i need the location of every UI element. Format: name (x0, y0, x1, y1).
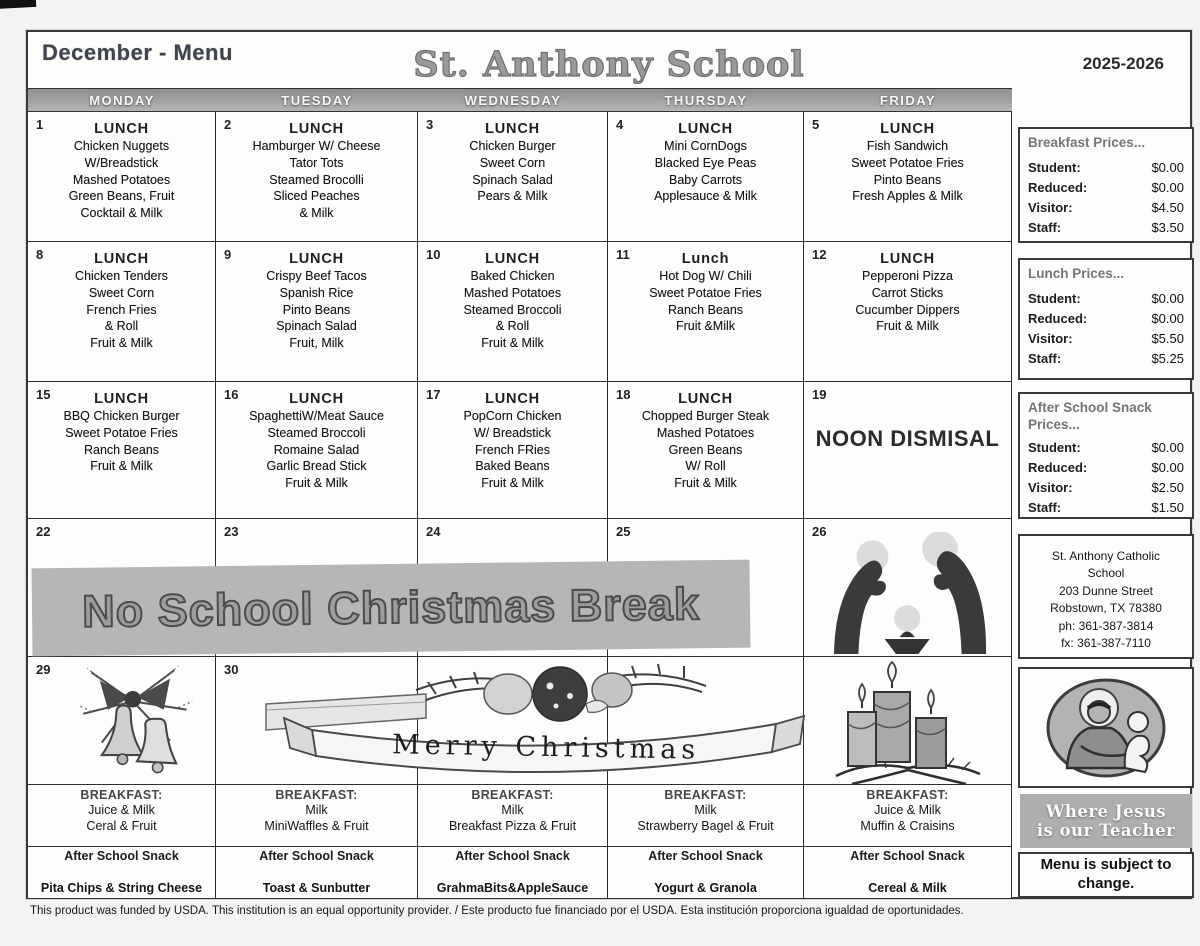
noon-dismissal-text: NOON DISMISAL (815, 426, 1000, 451)
lunch-title: LUNCH (94, 121, 149, 137)
price-row (1028, 498, 1184, 518)
menu-item-line: Steamed Brocolli (269, 172, 364, 187)
address-line: Robstown, TX 78380 (1050, 601, 1162, 616)
snack-item: Yogurt & Granola (654, 881, 757, 895)
menu-item-line: W/Breadstick (84, 155, 159, 170)
breakfast-item-line: Breakfast Pizza & Fruit (448, 819, 577, 834)
menu-item-line: Fruit, Milk (289, 336, 344, 350)
merry-christmas-banner-image (256, 660, 816, 784)
merry-christmas-text: Merry Christmas (391, 729, 701, 766)
menu-item-line: Baked Beans (475, 459, 550, 474)
menu-item-line: Fresh Apples & Milk (852, 189, 963, 204)
menu-item-line: Chicken Nuggets (73, 139, 170, 153)
day-number: 11 (616, 247, 630, 262)
menu-item-line: Sweet Potatoe Fries (851, 155, 964, 170)
price-value: $1.50 (1151, 500, 1184, 516)
lunch-title: LUNCH (289, 391, 344, 407)
price-value: $0.00 (1151, 291, 1184, 306)
school-address-box (1018, 534, 1194, 659)
snack-label: After School Snack (64, 849, 179, 863)
day-number: 9 (224, 247, 232, 262)
snack-label: After School Snack (455, 849, 570, 863)
snack-prices-box (1018, 392, 1194, 519)
breakfast-item-line: Muffin & Craisins (860, 819, 955, 834)
breakfast-cell-tuesday (216, 785, 418, 847)
menu-item-line: Fruit &Milk (675, 319, 736, 334)
price-row (1028, 458, 1184, 478)
advent-candles-image (828, 660, 988, 786)
day-cell-19 (804, 382, 1012, 519)
weekday-thursday: THURSDAY (664, 92, 748, 108)
weekday-tuesday: TUESDAY (281, 92, 353, 108)
day-number: 16 (224, 387, 239, 402)
menu-items (28, 268, 215, 352)
breakfast-item-line: Juice & Milk (874, 803, 941, 817)
breakfast-label: BREAKFAST: (275, 788, 358, 802)
breakfast-label: BREAKFAST: (866, 788, 949, 802)
menu-item-line: BBQ Chicken Burger (63, 409, 180, 423)
snack-cell-thursday (608, 847, 804, 899)
menu-item-line: Chopped Burger Steak (641, 409, 770, 423)
breakfast-item-line: Milk (305, 803, 328, 817)
menu-item-line: Crispy Beef Tacos (266, 269, 367, 283)
day-cell-15 (28, 382, 216, 519)
menu-item-line: Spinach Salad (276, 319, 357, 334)
breakfast-cell-monday (28, 785, 216, 847)
day-number: 4 (616, 117, 624, 132)
nativity-silhouette-image (820, 532, 1000, 654)
lunch-title: LUNCH (485, 121, 540, 137)
day-cell-1 (28, 112, 216, 242)
menu-item-line: Sweet Potatoe Fries (65, 425, 178, 440)
price-label: Student: (1028, 291, 1081, 306)
day-number: 24 (426, 524, 441, 539)
menu-item-line: Chicken Burger (469, 139, 556, 153)
menu-item-line: & Roll (104, 319, 139, 334)
lunch-title: LUNCH (880, 121, 935, 137)
snack-label: After School Snack (259, 849, 374, 863)
menu-item-line: & Milk (299, 206, 334, 220)
price-value: $0.00 (1151, 439, 1184, 455)
menu-item-line: Chicken Tenders (75, 269, 168, 283)
menu-items (418, 408, 607, 492)
menu-item-line: Garlic Bread Stick (266, 459, 367, 474)
menu-item-line: French Fries (86, 302, 157, 317)
day-number: 3 (426, 117, 434, 132)
price-label: Student: (1028, 160, 1081, 175)
price-row (1028, 478, 1184, 498)
lunch-title: LUNCH (94, 251, 149, 267)
lunch-title: LUNCH (880, 251, 935, 267)
menu-item-line: Ranch Beans (83, 442, 160, 457)
day-number: 19 (812, 387, 827, 402)
price-value: $5.25 (1151, 351, 1184, 367)
breakfast-prices-box (1018, 127, 1194, 243)
menu-note-text: Menu is subject to change. (1040, 856, 1172, 892)
menu-items (28, 138, 215, 222)
menu-item-line: Pepperoni Pizza (861, 269, 954, 283)
price-value: $0.00 (1151, 459, 1184, 475)
snack-cell-monday (28, 847, 216, 899)
menu-document (26, 30, 1192, 899)
snack-item: Cereal & Milk (868, 881, 947, 895)
breakfast-cell-thursday (608, 785, 804, 847)
motto-line-1: Where Jesus (1045, 802, 1167, 821)
menu-item-line: Baby Carrots (669, 172, 742, 187)
menu-item-line: Mashed Potatoes (463, 285, 562, 300)
breakfast-items (418, 802, 607, 835)
menu-item-line: Tator Tots (289, 155, 344, 170)
menu-item-line: Sliced Peaches (273, 189, 360, 204)
day-cell-17 (418, 382, 608, 519)
menu-item-line: Fruit & Milk (481, 336, 544, 350)
day-number: 1 (36, 117, 44, 132)
breakfast-item-line: Milk (694, 803, 717, 817)
breakfast-cell-friday (804, 785, 1012, 847)
day-cell-2 (216, 112, 418, 242)
scan-corner-artifact (0, 0, 36, 9)
lunch-prices-title: Lunch Prices... (1028, 266, 1125, 281)
day-cell-12 (804, 242, 1012, 382)
weekday-friday: FRIDAY (879, 92, 937, 108)
day-number: 22 (36, 524, 51, 539)
menu-item-line: Hot Dog W/ Chili (659, 269, 752, 283)
menu-item-line: Blacked Eye Peas (654, 155, 757, 170)
menu-item-line: Pinto Beans (873, 172, 942, 187)
no-school-banner-text: No School Christmas Break (81, 578, 701, 637)
menu-note-box (1018, 852, 1194, 898)
price-row (1028, 289, 1184, 309)
breakfast-item-line: Ceral & Fruit (86, 819, 157, 834)
address-line: ph: 361-387-3814 (1058, 618, 1154, 633)
menu-item-line: Fruit & Milk (876, 319, 939, 334)
menu-item-line: Pinto Beans (282, 302, 351, 317)
snack-label: After School Snack (648, 849, 763, 863)
menu-items (216, 268, 417, 352)
menu-item-line: Green Beans, Fruit (68, 189, 175, 204)
snack-item: Toast & Sunbutter (262, 881, 371, 895)
price-value: $0.00 (1151, 311, 1184, 327)
breakfast-items (28, 802, 215, 835)
menu-item-line: Applesauce & Milk (654, 189, 757, 204)
price-label: Student: (1028, 439, 1081, 455)
menu-item-line: Baked Chicken (470, 269, 555, 283)
day-number: 8 (36, 247, 44, 262)
price-label: Staff: (1028, 220, 1062, 236)
menu-items (804, 268, 1011, 335)
menu-item-line: Sweet Corn (479, 155, 546, 170)
menu-item-line: Ranch Beans (667, 302, 744, 317)
price-label: Reduced: (1028, 311, 1088, 327)
breakfast-label: BREAKFAST: (80, 788, 163, 802)
menu-items (804, 138, 1011, 205)
menu-item-line: Spanish Rice (279, 285, 354, 300)
lunch-title: LUNCH (678, 391, 733, 407)
snack-prices-title: After School Snack Prices... (1028, 400, 1152, 432)
price-label: Visitor: (1028, 331, 1073, 347)
breakfast-item-line: Strawberry Bagel & Fruit (637, 819, 774, 834)
day-number: 26 (812, 524, 827, 539)
menu-item-line: Steamed Broccoli (463, 302, 562, 317)
menu-items (216, 408, 417, 492)
snack-cell-friday (804, 847, 1012, 899)
price-value: $0.00 (1151, 160, 1184, 175)
price-row (1028, 309, 1184, 329)
day-number: 30 (224, 662, 239, 677)
menu-items (418, 138, 607, 205)
breakfast-item-line: Juice & Milk (88, 803, 155, 817)
price-row (1028, 329, 1184, 349)
price-row (1028, 349, 1184, 369)
menu-items (28, 408, 215, 475)
snack-label: After School Snack (850, 849, 965, 863)
day-number: 18 (616, 387, 631, 402)
breakfast-item-line: MiniWaffles & Fruit (264, 819, 369, 834)
price-label: Visitor: (1028, 200, 1073, 216)
price-value: $3.50 (1151, 220, 1184, 236)
price-label: Visitor: (1028, 480, 1073, 496)
day-cell-5 (804, 112, 1012, 242)
menu-item-line: Romaine Salad (273, 442, 360, 457)
menu-items (608, 268, 803, 335)
day-number: 2 (224, 117, 232, 132)
lunch-title: LUNCH (678, 121, 733, 137)
school-logo-image (1040, 676, 1172, 780)
day-cell-8 (28, 242, 216, 382)
menu-item-line: Green Beans (668, 442, 743, 457)
menu-item-line: Carrot Sticks (871, 285, 944, 300)
price-row (1028, 198, 1184, 218)
lunch-title: LUNCH (485, 391, 540, 407)
menu-item-line: Steamed Broccoli (267, 425, 366, 440)
price-row (1028, 178, 1184, 198)
menu-items (216, 138, 417, 222)
price-row (1028, 438, 1184, 458)
address-line: 203 Dunne Street (1058, 583, 1154, 598)
day-number: 29 (36, 662, 51, 677)
snack-cell-wednesday (418, 847, 608, 899)
snack-cell-tuesday (216, 847, 418, 899)
day-number: 25 (616, 524, 631, 539)
weekday-header-bar (28, 88, 1012, 112)
day-number: 10 (426, 247, 441, 262)
lunch-prices-box (1018, 258, 1194, 380)
price-row (1028, 218, 1184, 238)
breakfast-items (216, 802, 417, 835)
day-number: 12 (812, 247, 827, 262)
menu-item-line: Fruit & Milk (285, 476, 348, 490)
menu-item-line: Fruit & Milk (90, 336, 153, 350)
address-lines (1028, 548, 1184, 652)
price-label: Reduced: (1028, 459, 1088, 475)
school-name: St. Anthony School (413, 44, 805, 85)
menu-item-line: Mashed Potatoes (656, 425, 755, 440)
breakfast-item-line: Milk (501, 803, 524, 817)
menu-title: December - Menu (42, 40, 233, 65)
day-cell-4 (608, 112, 804, 242)
menu-items (608, 408, 803, 492)
menu-item-line: Sweet Corn (88, 285, 155, 300)
breakfast-prices-title: Breakfast Prices... (1028, 135, 1146, 150)
price-label: Staff: (1028, 351, 1062, 367)
price-value: $0.00 (1151, 180, 1184, 196)
price-label: Reduced: (1028, 180, 1088, 196)
menu-item-line: SpaghettiW/Meat Sauce (249, 409, 384, 423)
school-logo-box (1018, 667, 1194, 788)
lunch-title: LUNCH (289, 121, 344, 137)
snack-item: Pita Chips & String Cheese (40, 881, 203, 895)
price-value: $2.50 (1151, 480, 1184, 496)
menu-item-line: French FRies (474, 442, 551, 457)
day-cell-10 (418, 242, 608, 382)
menu-item-line: Fruit & Milk (481, 476, 544, 490)
price-value: $5.50 (1151, 331, 1184, 347)
menu-item-line: Cocktail & Milk (80, 206, 163, 220)
menu-item-line: Fish Sandwich (866, 139, 949, 153)
day-number: 23 (224, 524, 239, 539)
menu-item-line: W/ Roll (685, 459, 726, 474)
menu-items (608, 138, 803, 205)
menu-item-line: PopCorn Chicken (463, 409, 562, 423)
menu-item-line: Pears & Milk (477, 189, 548, 204)
menu-item-line: Mini CornDogs (664, 139, 747, 153)
menu-item-line: W/ Breadstick (473, 425, 552, 440)
day-cell-11 (608, 242, 804, 382)
breakfast-prices-rows (1028, 158, 1184, 239)
day-number: 5 (812, 117, 820, 132)
lunch-title: LUNCH (94, 391, 149, 407)
menu-item-line: Fruit & Milk (90, 459, 153, 474)
weekday-monday: MONDAY (89, 92, 155, 108)
address-line: fx: 361-387-7110 (1061, 635, 1151, 650)
day-cell-18 (608, 382, 804, 519)
day-cell-9 (216, 242, 418, 382)
lunch-prices-rows (1028, 289, 1184, 370)
lunch-title: LUNCH (485, 251, 540, 267)
menu-item-line: Mashed Potatoes (72, 172, 171, 187)
breakfast-items (608, 802, 803, 835)
school-motto-banner (1020, 794, 1192, 848)
breakfast-label: BREAKFAST: (664, 788, 747, 802)
usda-disclaimer: This product was funded by USDA. This institution is an equal opportunity provider. / Este producto fue financiado por el USDA. Esta institución proporciona igualdad de oportunidades. (30, 905, 964, 917)
menu-item-line: Fruit & Milk (674, 476, 737, 490)
motto-line-2: is our Teacher (1036, 821, 1176, 840)
menu-item-line: Sweet Potatoe Fries (649, 285, 762, 300)
no-school-banner (31, 560, 750, 657)
menu-items (418, 268, 607, 352)
lunch-title: LUNCH (289, 251, 344, 267)
menu-item-line: & Roll (495, 319, 530, 334)
price-row (1028, 158, 1184, 178)
day-cell-16 (216, 382, 418, 519)
price-value: $4.50 (1151, 200, 1184, 216)
menu-item-line: Cucumber Dippers (855, 302, 960, 317)
menu-item-line: Hamburger W/ Cheese (252, 139, 381, 153)
christmas-bells-image (68, 660, 208, 784)
weekday-wednesday: WEDNESDAY (464, 92, 562, 108)
day-number: 15 (36, 387, 51, 402)
snack-prices-rows (1028, 438, 1184, 519)
breakfast-label: BREAKFAST: (471, 788, 554, 802)
day-number: 17 (426, 387, 441, 402)
day-cell-3 (418, 112, 608, 242)
address-line: St. Anthony Catholic School (1051, 549, 1161, 581)
lunch-title: Lunch (681, 251, 730, 267)
breakfast-items (804, 802, 1011, 835)
price-label: Staff: (1028, 500, 1062, 516)
snack-item: GrahmaBits&AppleSauce (436, 881, 589, 895)
breakfast-cell-wednesday (418, 785, 608, 847)
school-year: 2025-2026 (1082, 54, 1164, 73)
menu-item-line: Spinach Salad (472, 172, 553, 187)
